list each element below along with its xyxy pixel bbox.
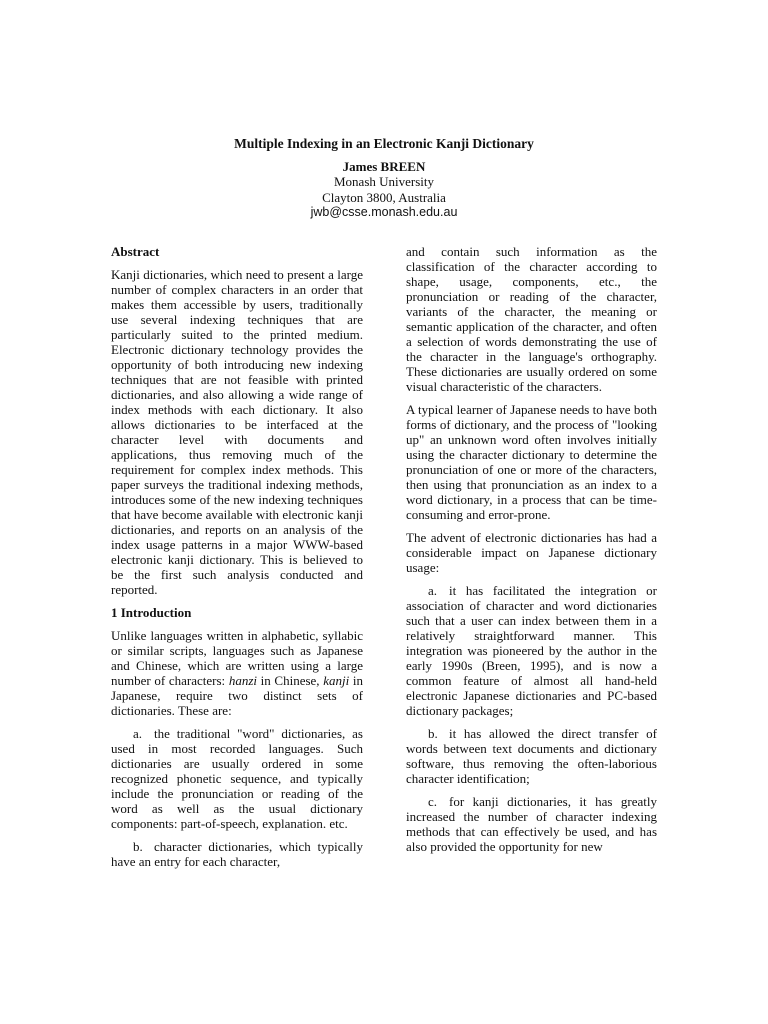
paper-title: Multiple Indexing in an Electronic Kanji Dictionary <box>234 136 534 151</box>
intro-text-2: in Chinese, <box>256 673 324 688</box>
list-item-text: character dictionaries, which typically have an entry for each character, <box>111 839 363 869</box>
paper-header <box>0 136 768 221</box>
list-item <box>406 726 657 786</box>
abstract-heading: Abstract <box>111 244 160 259</box>
author-location: Clayton 3800, Australia <box>322 189 446 205</box>
intro-text-1: Unlike languages written in alphabetic, syllabic or similar scripts, languages such as Japanese and Chinese, which are written using a large number of characters: <box>111 628 363 688</box>
list-item-text: the traditional "word" dictionaries, as used in most recorded languages. Such dictionaries are usually ordered in some recognized phonetic sequence, and typically include the pronunciation or reading of the word as well as the usual dictionary components: part-of-speech, explanation. etc. <box>111 726 363 831</box>
intro-text-3: in Japanese, require two distinct sets of dictionaries. These are: <box>111 673 363 718</box>
body-paragraph: A typical learner of Japanese needs to have both forms of dictionary, and the process of "looking up" an unknown word often involves initially using the character dictionary to determine the pronunciation of one or more of the characters, then using that pronunciation as an index to a word dictionary, in a process that can be time-consuming and error-prone. <box>406 402 657 522</box>
introduction-heading: 1 Introduction <box>111 605 192 620</box>
abstract-text: Kanji dictionaries, which need to present a large number of complex characters in an order that makes them accessible by users, traditionally use several indexing techniques that are particularly suited to the printed medium. Electronic dictionary technology provides the opportunity of both introducing new indexing techniques that are not feasible with printed dictionaries, and also allowing a wide range of index methods with each dictionary. It also allows dictionaries to be interfaced at the character level with documents and applications, thus removing much of the requirement for complex index methods. This paper surveys the traditional indexing methods, introduces some of the new indexing techniques that have become available with electronic kanji dictionaries, and reports on an analysis of the index usage patterns in a major WWW-based electronic kanji dictionary. This is believed to be the first such analysis conducted and reported. <box>111 267 363 597</box>
body-paragraph: and contain such information as the classification of the character according to shape, usage, components, etc., the pronunciation or reading of the character, variants of the character, the meaning or semantic application of the character, and often a selection of words demonstrating the use of the character in the language's orthography. These dictionaries are usually ordered on some visual characteristic of the characters. <box>406 244 657 394</box>
list-item <box>111 726 363 831</box>
list-marker: a. <box>133 726 143 741</box>
intro-term-hanzi: hanzi <box>228 673 257 688</box>
list-item-text: it has facilitated the integration or association of character and word dictionaries such that a user can index between them in a relatively straightforward manner. This integration was pioneered by the author in the early 1990s (Breen, 1995), and is now a common feature of almost all hand-held electronic Japanese dictionaries and PC-based dictionary packages; <box>406 583 657 718</box>
list-item <box>406 583 657 718</box>
list-marker: c. <box>428 794 438 809</box>
author-institution: Monash University <box>333 174 435 189</box>
list-marker: b. <box>133 839 143 854</box>
author-name: James BREEN <box>342 159 426 174</box>
list-marker: b. <box>428 726 438 741</box>
author-email: jwb@csse.monash.edu.au <box>310 205 458 219</box>
list-item-text: it has allowed the direct transfer of words between text documents and dictionary software, thus removing the often-laborious character identification; <box>406 726 657 786</box>
left-column <box>111 244 363 877</box>
right-column <box>406 244 657 862</box>
intro-term-kanji: kanji <box>323 673 350 688</box>
list-marker: a. <box>428 583 438 598</box>
body-paragraph: The advent of electronic dictionaries has had a considerable impact on Japanese dictionary usage: <box>406 530 657 575</box>
introduction-paragraph <box>111 628 363 718</box>
list-item <box>406 794 657 854</box>
list-item-text: for kanji dictionaries, it has greatly increased the number of character indexing methods that can effectively be used, and has also provided the opportunity for new <box>406 794 657 854</box>
list-item <box>111 839 363 869</box>
